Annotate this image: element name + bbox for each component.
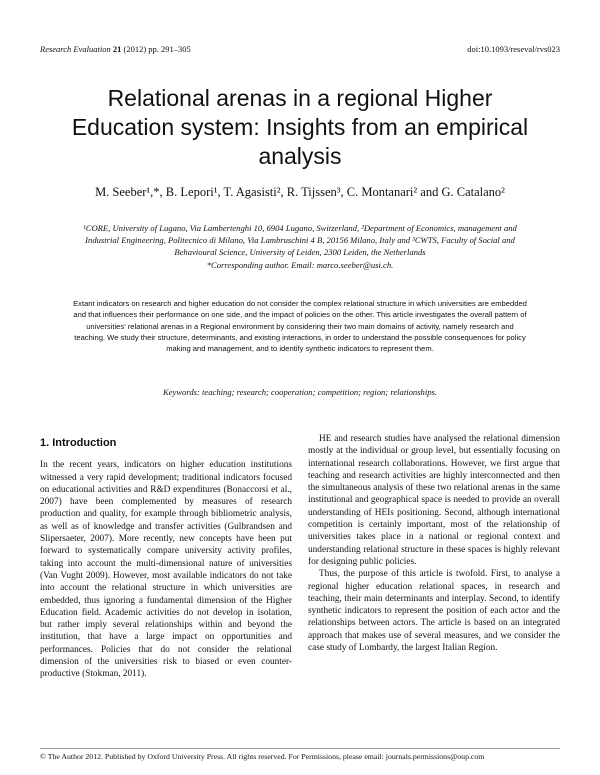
journal-name: Research Evaluation [40,44,111,54]
copyright-footer: © The Author 2012. Published by Oxford University Press. All rights reserved. For Permissions, please email: journals.permissions@oup.com [40,748,560,761]
affiliations-block [70,222,530,271]
doi[interactable]: doi:10.1093/reseval/rvs023 [467,44,560,54]
journal-volume: 21 [112,44,122,54]
journal-pages: (2012) pp. 291–305 [123,44,191,54]
keywords: Keywords: teaching; research; cooperation; competition; region; relationships. [162,387,438,397]
author-list: M. Seeber¹,*, B. Lepori¹, T. Agasisti², R. Tijssen³, C. Montanari² and G. Catalano² [95,185,505,199]
corresponding-author: *Corresponding author. Email: marco.seeber@usi.ch. [206,259,394,270]
abstract: Extant indicators on research and higher education do not consider the complex relational structure in which universities are embedded and that influences their performance on one side, and the impact of policies on the other. This article investigates the overall pattern of universities’ relational arenas in a Regional environment by considering their two main domains of activity, namely research and teaching. We study their structure, determinants, and existing interactions, in order to understand the possible consequences for policy making and management, and to identify synthetic indicators to represent them. [73,299,527,354]
paragraph-1: In the recent years, indicators on higher education institutions witnessed a very rapid development; traditional indicators focused on educational activities and R&D expenditures (Bonaccorsi et al., 2007) have been complemented by measures of research production and quality, for example through bibliometric analysis, as well as of knowledge and transfer activities (Gulbrandsen and Slipersaeter, 2007). More recently, new concepts have been put forward to systematically compare university activity profiles, taking into account the multi-dimensional nature of universities (Van Vught 2009). However, most available indicators do not take into account the relational structure in which universities are embedded, thus ignoring a fundamental dimension of the Higher Education field. Academic activities do not develop in isolation, but rather imply several relationships within and beyond the institution, that have a large impact on opportunities and performances. Policies that do not consider the relational dimension of the universities risk to biased or even counter-productive (Stokman, 2011). [40,460,292,680]
journal-citation [40,44,191,54]
column-left [40,437,292,681]
paragraph-2: HE and research studies have analysed the relational dimension mostly at the individual or group level, but essentially focusing on international research collaborations. However, we first argue that teaching and research activities are highly interconnected and then the simultaneous analysis of these two relational arenas in the same institutional and geographical space is needed to provide an overall understanding of HEIs positioning. Second, although international competition is certainly important, most of the relationship of universities takes place in a national or regional context and understanding relational structure in these spaces is highly relevant for designing public policies. [308,434,560,567]
running-header [40,44,560,54]
section-heading: 1. Introduction [40,437,117,449]
article-title: Relational arenas in a regional Higher Education system: Insights from an empirical analysis [71,85,529,169]
paragraph-3: Thus, the purpose of this article is twofold. First, to analyse a regional higher education relational spaces, in research and teaching, their main determinants and interplay. Second, to identify synthetic indicators to represent the position of each actor and the relationships between actors. The article is based on an integrated approach that makes use of several measures, and we consider the case study of Lombardy, the largest Italian Region. [308,569,560,654]
affiliations: ¹CORE, University of Lugano, Via Lambertenghi 10, 6904 Lugano, Switzerland, ²Department of Economics, management and Industrial Engineering, Politecnico di Milano, Via Lambruschini 4 B, 20156 Milano, Italy and ³CWTS, Faculty of Social and Behavioural Science, University of Leiden, 2300 Leiden, the Netherlands [83,223,517,258]
column-right [308,433,560,654]
